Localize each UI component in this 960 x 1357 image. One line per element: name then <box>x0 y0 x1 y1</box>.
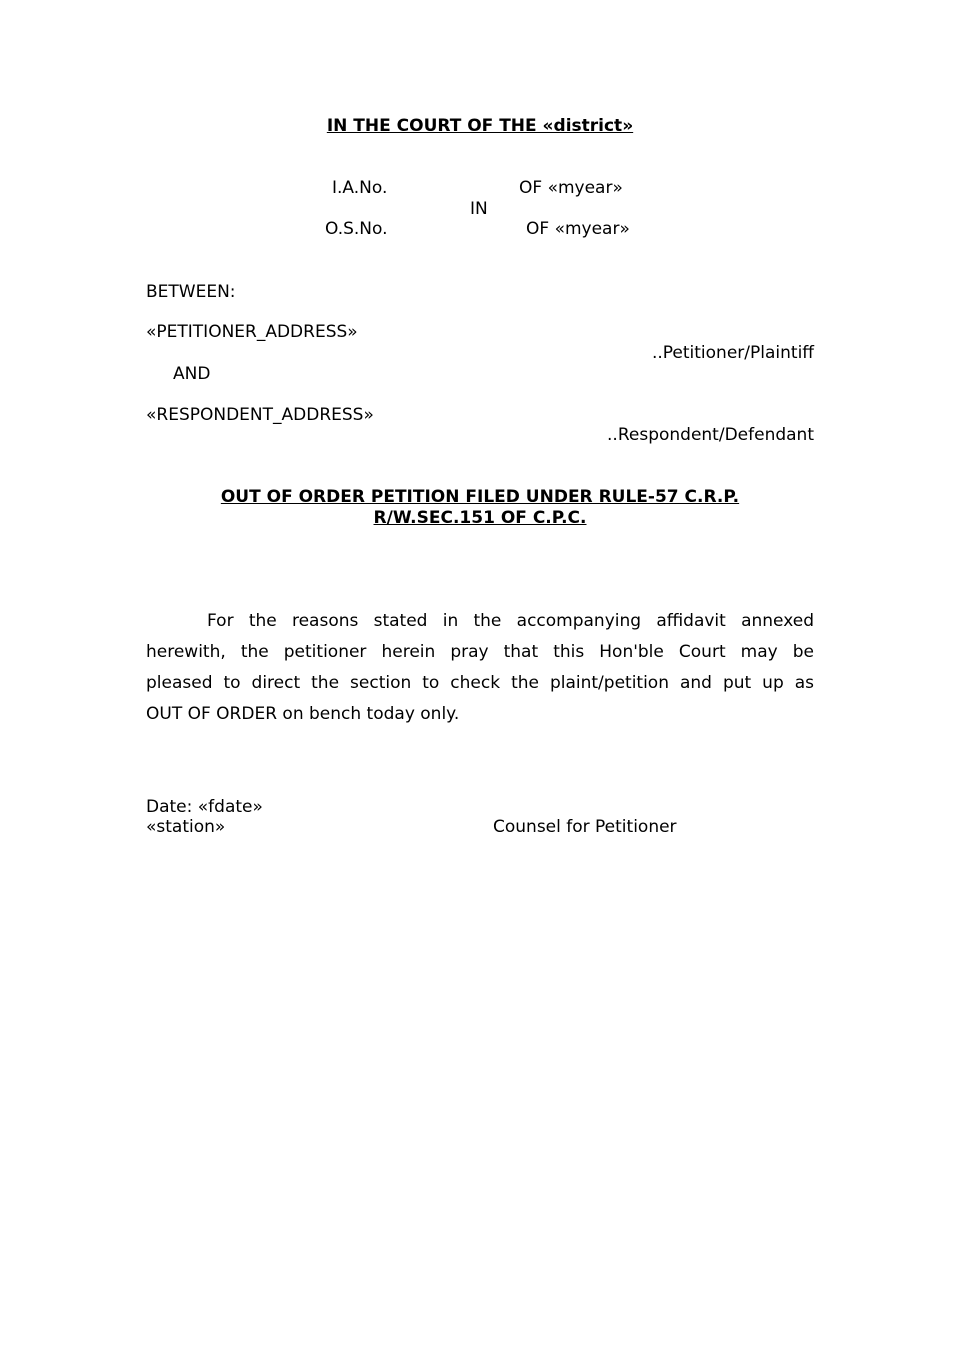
date-field: Date: «fdate» <box>146 797 263 817</box>
station-field: «station» <box>146 817 226 837</box>
respondent-role: ..Respondent/Defendant <box>607 425 814 445</box>
and-label: AND <box>173 364 211 384</box>
body-line-1: For the reasons stated in the accompanying affidavit annexed <box>207 611 814 631</box>
petitioner-address: «PETITIONER_ADDRESS» <box>146 322 358 342</box>
os-number-label: O.S.No. <box>325 219 388 239</box>
petitioner-role: ..Petitioner/Plaintiff <box>651 343 814 363</box>
petition-title-line2: R/W.SEC.151 OF C.P.C. <box>373 508 587 528</box>
court-heading: IN THE COURT OF THE «district» <box>326 116 634 136</box>
body-line-2: herewith, the petitioner herein pray that this Hon'ble Court may be <box>146 642 814 662</box>
counsel-signature-label: Counsel for Petitioner <box>493 817 677 837</box>
between-label: BETWEEN: <box>146 282 236 302</box>
ia-number-label: I.A.No. <box>332 178 388 198</box>
ia-year: OF «myear» <box>519 178 623 198</box>
respondent-address: «RESPONDENT_ADDRESS» <box>146 405 374 425</box>
petition-body <box>146 606 814 730</box>
body-line-4: OUT OF ORDER on bench today only. <box>146 704 460 724</box>
petition-title-line1: OUT OF ORDER PETITION FILED UNDER RULE-57 C.R.P. <box>220 487 740 507</box>
body-line-3: pleased to direct the section to check the plaint/petition and put up as <box>146 673 814 693</box>
os-year: OF «myear» <box>526 219 630 239</box>
in-label: IN <box>470 199 488 219</box>
